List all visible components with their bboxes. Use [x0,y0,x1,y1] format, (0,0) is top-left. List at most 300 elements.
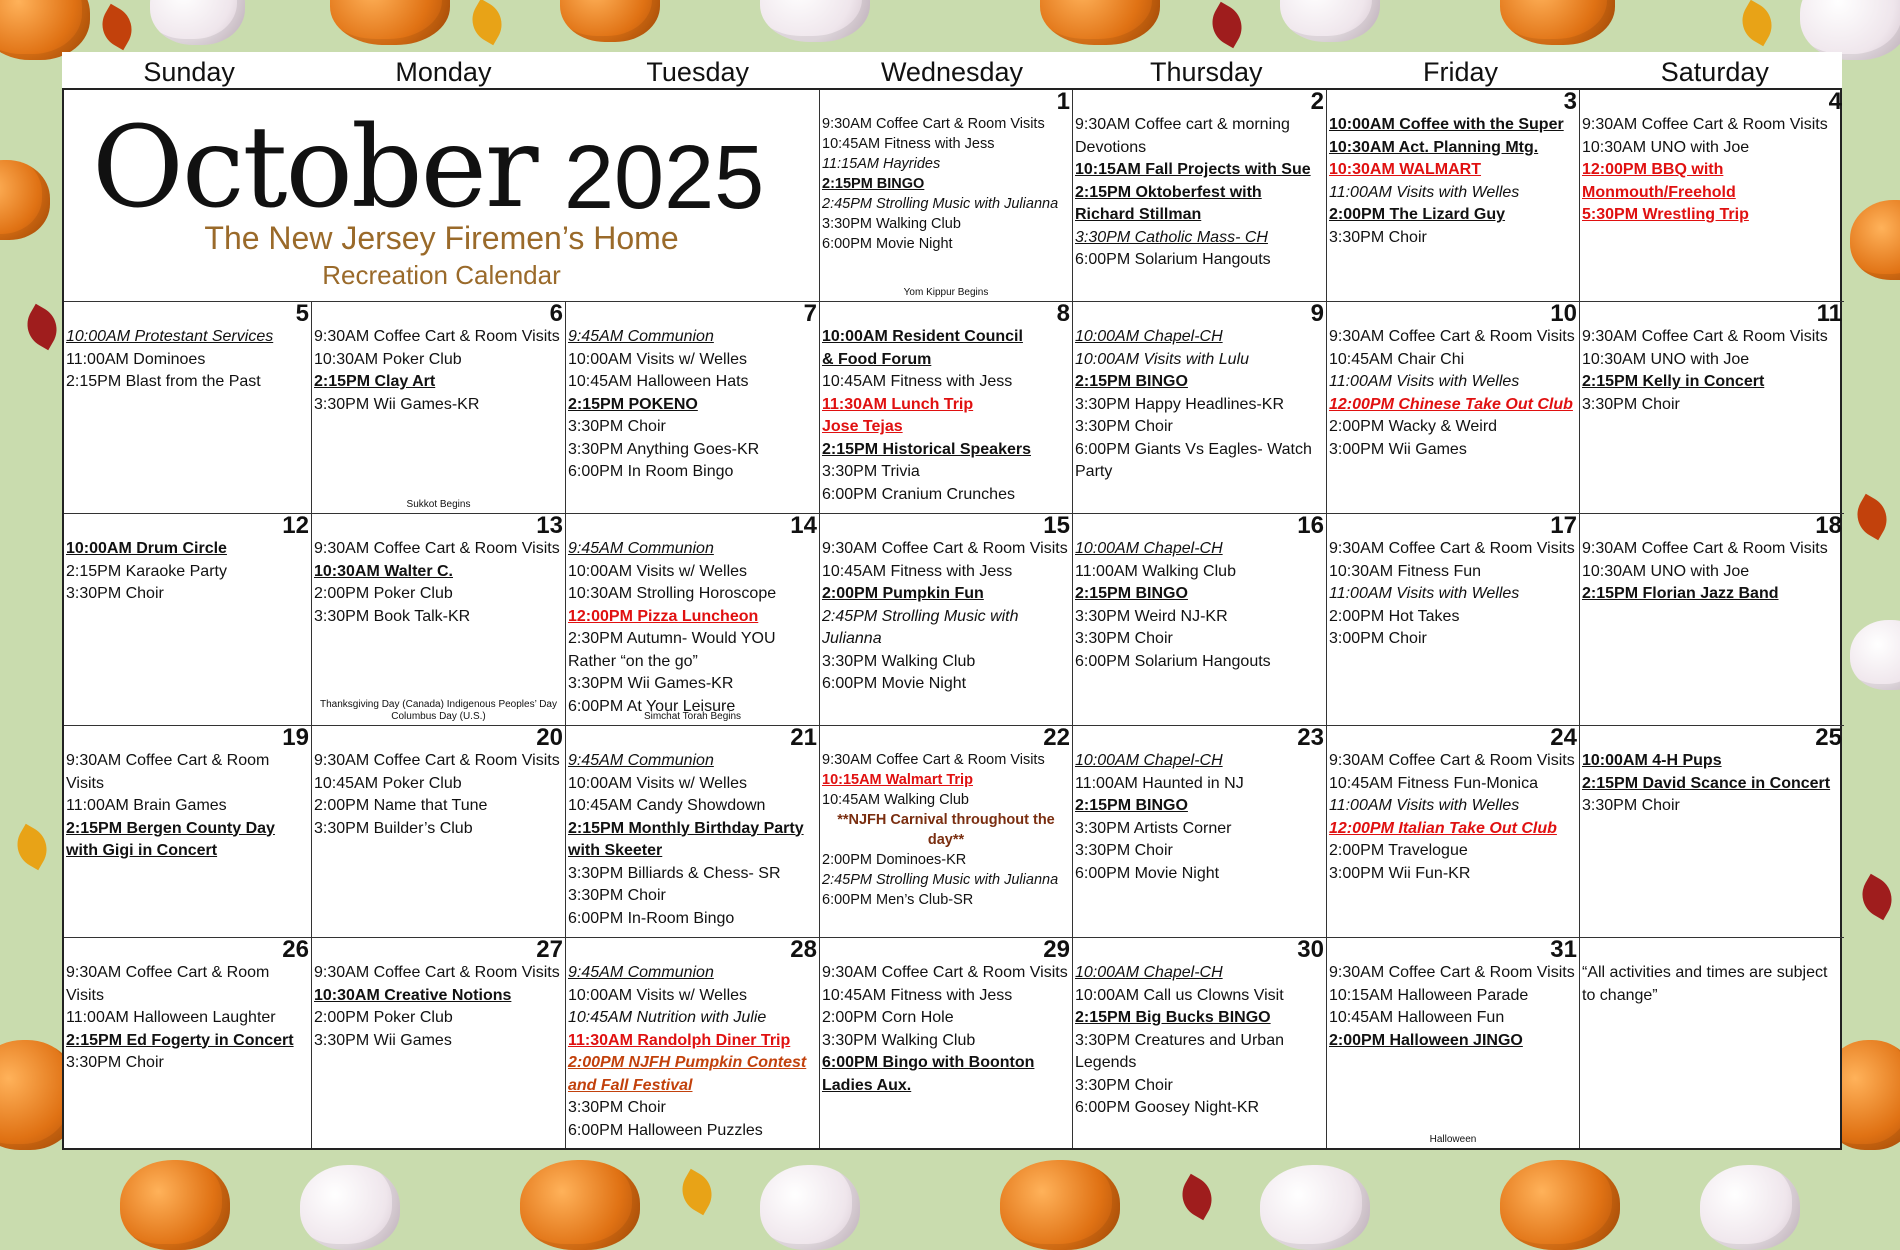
calendar-subtitle: Recreation Calendar [322,260,561,290]
activity-item: 3:30PM Choir [1582,797,1680,814]
activity-item: 12:00PM Italian Take Out Club [1329,819,1557,837]
leaf-decoration [674,1169,720,1215]
activity-item: 2:00PM Poker Club [314,585,453,602]
day-number: 22 [1043,726,1070,751]
activity-item: 2:15PM David Scance in Concert [1582,774,1831,792]
activity-item: 2:15PM Karaoke Party [66,562,227,580]
activity-item: 10:00AM Visits with Lulu [1075,350,1250,368]
pumpkin-decoration [0,160,50,240]
activity-list [66,750,309,863]
activity-item: 11:00AM Walking Club [1075,562,1236,580]
pumpkin-decoration [760,1165,860,1250]
day-number: 29 [1043,938,1070,963]
day-number: 18 [1815,514,1842,539]
holiday-note: Sukkot Begins [406,499,471,510]
activity-item: 11:30AM Lunch Trip [822,395,974,413]
activity-item: 6:00PM In Room Bingo [568,463,734,480]
activity-item: 9:30AM Coffee Cart & Room Visits [314,328,560,345]
pumpkin-decoration [1000,1160,1120,1250]
weekday-thursday: Thursday [1149,57,1263,87]
activity-item: 2:00PM Hot Takes [1329,607,1460,625]
activity-item: 3:00PM Wii Fun-KR [1329,864,1471,882]
calendar-day-cell [566,726,820,938]
activity-item: 3:30PM Wii Games [314,1031,452,1049]
calendar-day-cell [1073,302,1327,514]
activity-item: 2:00PM Wacky & Weird [1329,418,1498,435]
activity-item: 10:45AM Fitness with Jess [822,986,1013,1004]
activity-item: 10:45AM Chair Chi [1329,350,1465,368]
activity-item: 10:45AM Nutrition with Julie [568,1009,767,1026]
leaf-decoration [94,4,140,50]
activity-list [1329,750,1577,885]
holiday-note: Yom Kippur Begins [903,287,989,298]
activity-item: 3:30PM Choir [1075,630,1173,647]
activity-item: 3:30PM Trivia [822,463,920,480]
calendar-day-cell [64,938,312,1148]
calendar-day-cell [820,514,1073,726]
activity-item: 3:30PM Walking Club [822,652,976,670]
day-number: 19 [282,726,309,751]
day-number: 10 [1550,302,1577,327]
activity-item: 6:00PM Movie Night [822,236,953,252]
activity-list [66,326,309,394]
pumpkin-decoration [560,0,660,42]
activity-item: 2:15PM POKENO [568,395,698,413]
activity-list [1075,750,1324,885]
activity-item: 3:30PM Builder’s Club [314,819,473,837]
activity-item: 10:00AM Chapel-CH [1075,752,1223,769]
activity-item: 3:30PM Choir [568,418,666,435]
activity-item: 10:45AM Halloween Hats [568,373,749,390]
calendar-day-cell [566,302,820,514]
weekday-sunday: Sunday [143,57,235,87]
activity-item: 10:00AM Visits w/ Welles [568,986,748,1004]
activity-item: 10:00AM Chapel-CH [1075,328,1223,345]
activity-list [1329,538,1577,651]
activity-item: 6:00PM Solarium Hangouts [1075,652,1271,670]
activity-item: 10:15AM Fall Projects with Sue [1075,161,1311,178]
weekday-tuesday: Tuesday [646,57,749,87]
calendar-day-cell [1327,90,1580,302]
activity-item: 9:30AM Coffee Cart & Room Visits [66,964,270,1004]
activity-item: 10:30AM Strolling Horoscope [568,585,777,602]
calendar-grid [62,88,1842,1150]
weekday-monday: Monday [395,57,492,87]
activity-list [314,962,563,1052]
pumpkin-decoration [1260,1165,1370,1250]
pumpkin-decoration [760,0,870,42]
activity-item: 3:00PM Choir [1329,630,1427,647]
activity-item: 10:30AM Walter C. [314,562,453,580]
day-number: 23 [1297,726,1324,751]
activity-item: 2:15PM Blast from the Past [66,373,261,390]
pumpkin-decoration [330,0,450,45]
activity-list [66,538,309,606]
year-title: 2025 [564,128,765,228]
pumpkin-decoration [1800,0,1900,60]
day-number: 8 [1056,302,1070,327]
activity-item: 9:30AM Coffee Cart & Room Visits [314,964,560,981]
calendar [62,52,1842,1150]
activity-item: 2:15PM Big Bucks BINGO [1075,1009,1271,1026]
activity-item: 11:00AM Visits with Welles [1329,183,1520,201]
activity-item: 10:15AM Halloween Parade [1329,986,1529,1004]
holiday-note: Thanksgiving Day (Canada) Indigenous Peoples’ Day Columbus Day (U.S.) [320,699,557,722]
activity-item: 2:30PM Autumn- Would YOU Rather “on the go” [568,630,776,670]
calendar-day-cell [1073,938,1327,1148]
activity-item: 3:30PM Creatures and Urban Legends [1075,1031,1284,1071]
activity-item: 10:00AM Protestant Services [66,328,274,345]
calendar-day-cell [1073,514,1327,726]
activity-item: 10:00AM 4-H Pups [1582,752,1722,769]
activity-item: 6:00PM Goosey Night-KR [1075,1099,1260,1116]
activity-item: 9:30AM Coffee Cart & Room Visits [822,752,1045,768]
activity-item: 10:45AM Halloween Fun [1329,1009,1505,1026]
activity-item: 6:00PM Movie Night [822,675,967,692]
activity-item: 9:30AM Coffee Cart & Room Visits [1582,540,1828,557]
activity-item: 2:15PM Florian Jazz Band [1582,585,1779,602]
activity-item: 10:00AM Chapel-CH [1075,964,1223,981]
activity-list [568,962,817,1142]
activity-item: 9:45AM Communion [568,752,714,769]
activity-item: 9:30AM Coffee Cart & Room Visits [1329,752,1575,769]
weekday-wednesday: Wednesday [880,57,1024,87]
pumpkin-decoration [0,0,90,60]
activity-item: 2:15PM Oktoberfest with Richard Stillman [1075,183,1262,223]
activity-item: 5:30PM Wrestling Trip [1582,206,1749,223]
activity-item: 3:30PM Walking Club [822,216,961,232]
holiday-note: Simchat Torah Begins [643,711,742,722]
calendar-day-cell [64,514,312,726]
activity-item: 6:00PM Giants Vs Eagles- Watch Party [1075,440,1312,480]
day-number: 6 [549,302,563,327]
activity-item: 10:15AM Walmart Trip [822,772,973,788]
activity-item: 2:45PM Strolling Music with Julianna [822,607,1019,647]
day-number: 2 [1310,90,1324,115]
activity-item: 11:00AM Visits with Welles [1329,797,1520,814]
activity-item: 3:30PM Weird NJ-KR [1075,607,1228,625]
activity-item: 10:00AM Call us Clowns Visit [1075,986,1284,1004]
activity-item: 3:30PM Choir [1329,228,1427,246]
calendar-day-cell [566,938,820,1148]
activity-item: 2:15PM Historical Speakers [822,440,1031,458]
day-number: 13 [536,514,563,539]
calendar-day-cell [64,726,312,938]
day-number: 1 [1056,90,1070,115]
day-number: 9 [1310,302,1324,327]
activity-item: 3:30PM Wii Games-KR [314,395,480,413]
activity-item: 2:00PM Dominoes-KR [822,852,967,868]
activity-item: 10:00AM Visits w/ Welles [568,774,748,792]
activity-item: 3:30PM Choir [1075,842,1173,859]
calendar-day-cell [64,302,312,514]
day-number: 11 [1816,302,1842,327]
activity-item: 2:15PM BINGO [822,176,925,192]
activity-item: 2:45PM Strolling Music with Julianna [822,196,1059,212]
activity-item: 10:30AM Poker Club [314,350,462,368]
activity-item: 12:00PM Chinese Take Out Club [1329,395,1573,413]
activity-item: 9:30AM Coffee Cart & Room Visits [822,540,1068,557]
calendar-day-cell [1580,938,1844,1148]
pumpkin-decoration [150,0,245,45]
activity-item: 11:00AM Dominoes [66,350,206,368]
activity-item: 6:00PM Bingo with Boonton Ladies Aux. [822,1054,1035,1094]
activity-item: 3:30PM Choir [1075,418,1173,435]
activity-list [568,750,817,930]
activity-item: 11:00AM Haunted in NJ [1075,774,1244,792]
day-number: 4 [1828,90,1842,115]
leaf-decoration [1734,0,1780,46]
activity-item: 9:30AM Coffee Cart & Room Visits [822,116,1045,132]
calendar-day-cell [312,938,566,1148]
activity-item: 3:30PM Choir [66,1054,164,1071]
activity-item: 9:45AM Communion [568,964,714,981]
activity-item: 2:00PM Poker Club [314,1009,453,1026]
activity-item: 2:15PM BINGO [1075,373,1188,390]
activity-list [314,326,563,416]
activity-item: 9:30AM Coffee Cart & Room Visits [1329,328,1575,345]
day-number: 16 [1297,514,1324,539]
activity-item: 3:30PM Billiards & Chess- SR [568,864,781,882]
day-number: 14 [790,514,817,539]
pumpkin-decoration [1500,0,1615,45]
month-title: October [92,103,537,233]
day-number: 30 [1297,938,1324,963]
activity-list [1582,114,1842,227]
day-number: 28 [790,938,817,963]
activity-item: 6:00PM Men’s Club-SR [822,892,974,908]
activity-item: 2:15PM Ed Fogerty in Concert [66,1031,294,1049]
activity-item: 2:00PM Travelogue [1329,842,1468,859]
activity-item: 10:30AM Creative Notions [314,986,512,1004]
activity-item: 10:30AM UNO with Joe [1582,350,1750,368]
activity-list [314,750,563,840]
activity-list [1075,538,1324,673]
activity-item: 3:30PM Happy Headlines-KR [1075,395,1284,413]
activity-list [1075,114,1324,272]
weekday-friday: Friday [1423,57,1499,87]
day-number: 15 [1043,514,1070,539]
activity-item: 3:30PM Artists Corner [1075,819,1232,837]
activity-list [822,962,1070,1097]
leaf-decoration [1204,2,1250,48]
activity-list [1582,538,1842,606]
activity-item: 3:30PM Choir [1582,395,1680,413]
activity-item: 10:30AM Fitness Fun [1329,562,1482,580]
activity-item: 9:30AM Coffee Cart & Room Visits [314,752,560,769]
activity-item: 11:00AM Brain Games [66,797,227,814]
activity-item: 11:30AM Randolph Diner Trip [568,1031,791,1049]
organization-name: The New Jersey Firemen’s Home [204,220,679,256]
activity-item: 2:00PM Name that Tune [314,797,488,814]
activity-item: & Food Forum [822,350,932,368]
activity-item: 12:00PM Pizza Luncheon [568,607,759,625]
leaf-decoration [1854,874,1900,920]
calendar-day-cell [820,90,1073,302]
day-number: 3 [1563,90,1577,115]
activity-item: 3:30PM Choir [568,1099,666,1116]
holiday-note: Halloween [1429,1134,1477,1145]
activity-item: 10:30AM Act. Planning Mtg. [1329,138,1539,156]
activity-item: 10:45AM Fitness with Jess [822,373,1013,390]
activity-item: 10:45AM Fitness with Jess [822,136,995,152]
day-number: 17 [1550,514,1577,539]
activity-item: 9:30AM Coffee Cart & Room Visits [314,540,560,557]
activity-item: 2:45PM Strolling Music with Julianna [822,872,1059,888]
activity-item: 2:15PM Clay Art [314,373,436,390]
day-number: 27 [536,938,563,963]
activity-item: 9:30AM Coffee Cart & Room Visits [822,964,1068,981]
activity-list [822,538,1070,696]
activity-item: 2:15PM BINGO [1075,585,1188,602]
day-number: 25 [1815,726,1842,751]
activity-item: 3:30PM Catholic Mass- CH [1075,228,1268,246]
activity-item: 10:45AM Walking Club [822,792,969,808]
calendar-title-block [64,90,820,302]
activity-item: 9:30AM Coffee Cart & Room Visits [1329,540,1575,557]
activity-item: 6:00PM At Your Leisure [568,697,736,715]
activity-item: 10:30AM UNO with Joe [1582,138,1750,156]
activity-item: Jose Tejas [822,418,903,435]
activity-item: 2:00PM The Lizard Guy [1329,206,1506,223]
pumpkin-decoration [300,1165,400,1250]
pumpkin-decoration [1850,200,1900,280]
activity-item: 3:30PM Choir [568,887,666,904]
activity-item: 10:00AM Drum Circle [66,540,227,557]
leaf-decoration [464,0,510,45]
activity-list [568,538,817,718]
weekday-header [62,52,1842,88]
weekday-saturday: Saturday [1660,57,1769,87]
activity-list [1582,962,1842,1007]
pumpkin-decoration [120,1160,230,1250]
activity-item: 2:00PM Corn Hole [822,1009,954,1026]
activity-item: 3:30PM Choir [1075,1076,1173,1094]
calendar-day-cell [312,302,566,514]
activity-item: 2:15PM Bergen County Day with Gigi in Concert [66,819,275,859]
pumpkin-decoration [520,1160,640,1250]
activity-list [1582,326,1842,416]
day-number: 24 [1550,726,1577,751]
activity-list [568,326,817,484]
pumpkin-decoration [1850,620,1900,690]
activity-item: 10:00AM Coffee with the Super [1329,116,1564,133]
activity-item: 9:30AM Coffee Cart & Room Visits [1582,328,1828,345]
activity-item: 10:45AM Candy Showdown [568,797,766,814]
day-number: 5 [295,302,309,327]
activity-item: 3:30PM Anything Goes-KR [568,440,760,458]
calendar-day-cell [1327,938,1580,1148]
pumpkin-decoration [1280,0,1380,42]
activity-item: 12:00PM BBQ with Monmouth/Freehold [1582,161,1736,201]
activity-item: 10:30AM WALMART [1329,161,1482,178]
activity-item: 10:00AM Visits w/ Welles [568,562,748,580]
calendar-day-cell [820,726,1073,938]
leaf-decoration [1849,494,1895,540]
calendar-day-cell [1073,90,1327,302]
activity-item: “All activities and times are subject to change” [1582,964,1828,1004]
activity-item: 2:15PM BINGO [1075,797,1188,814]
activity-item: 9:30AM Coffee Cart & Room Visits [1329,964,1575,981]
calendar-day-cell [1327,514,1580,726]
activity-list [1582,750,1842,818]
day-number: 21 [790,726,817,751]
calendar-day-cell [1580,90,1844,302]
activity-item: 10:30AM UNO with Joe [1582,562,1750,580]
activity-item: 11:00AM Halloween Laughter [66,1009,276,1026]
activity-item: 10:00AM Chapel-CH [1075,540,1223,557]
activity-item: 6:00PM In-Room Bingo [568,909,735,927]
day-number: 12 [282,514,309,539]
calendar-day-cell [1580,302,1844,514]
leaf-decoration [19,304,65,350]
day-number: 7 [803,302,817,327]
activity-item: 2:00PM NJFH Pumpkin Contest and Fall Festival [568,1054,807,1094]
activity-item: 6:00PM Halloween Puzzles [568,1121,763,1139]
activity-item: 3:30PM Walking Club [822,1031,976,1049]
activity-item: 6:00PM Movie Night [1075,864,1220,882]
activity-item: 2:00PM Pumpkin Fun [822,585,984,602]
activity-item: 9:30AM Coffee Cart & Room Visits [66,752,270,792]
calendar-day-cell [1580,726,1844,938]
calendar-day-cell [312,726,566,938]
activity-item: 11:00AM Visits with Welles [1329,585,1520,602]
activity-list [1075,962,1324,1120]
activity-list [1329,114,1577,249]
activity-item: 6:00PM Solarium Hangouts [1075,251,1271,268]
calendar-day-cell [820,302,1073,514]
activity-item: 9:30AM Coffee Cart & Room Visits [1582,116,1828,133]
activity-list [822,326,1070,506]
activity-item: 3:00PM Wii Games [1329,440,1467,458]
activity-item: 9:45AM Communion [568,540,714,557]
activity-list [822,750,1070,910]
activity-item: 9:30AM Coffee cart & morning Devotions [1075,116,1290,156]
activity-item: 10:45AM Fitness with Jess [822,562,1013,580]
activity-item: 3:30PM Book Talk-KR [314,607,471,625]
activity-item: 10:45AM Poker Club [314,774,462,792]
activity-list [822,114,1070,254]
day-number: 20 [536,726,563,751]
calendar-day-cell [566,514,820,726]
pumpkin-decoration [1500,1160,1620,1250]
activity-item: 2:15PM Kelly in Concert [1582,373,1765,390]
activity-item: **NJFH Carnival throughout the day** [837,812,1055,848]
pumpkin-decoration [1040,0,1160,45]
day-number: 31 [1550,938,1577,963]
activity-item: 10:00AM Visits w/ Welles [568,350,748,368]
activity-item: 11:15AM Hayrides [822,156,941,172]
leaf-decoration [9,824,55,870]
activity-list [314,538,563,628]
day-number: 26 [282,938,309,963]
pumpkin-decoration [1700,1165,1800,1250]
calendar-day-cell [1073,726,1327,938]
activity-item: 10:00AM Resident Council [822,328,1023,345]
calendar-day-cell [312,514,566,726]
activity-item: 6:00PM Cranium Crunches [822,485,1015,503]
calendar-day-cell [1580,514,1844,726]
activity-item: 3:30PM Choir [66,585,164,602]
leaf-decoration [1174,1174,1220,1220]
activity-item: 2:15PM Monthly Birthday Party with Skeeter [568,819,804,859]
activity-item: 11:00AM Visits with Welles [1329,373,1520,390]
activity-list [66,962,309,1075]
activity-item: 10:45AM Fitness Fun-Monica [1329,774,1538,792]
activity-list [1329,962,1577,1052]
calendar-day-cell [1327,726,1580,938]
calendar-day-cell [820,938,1073,1148]
